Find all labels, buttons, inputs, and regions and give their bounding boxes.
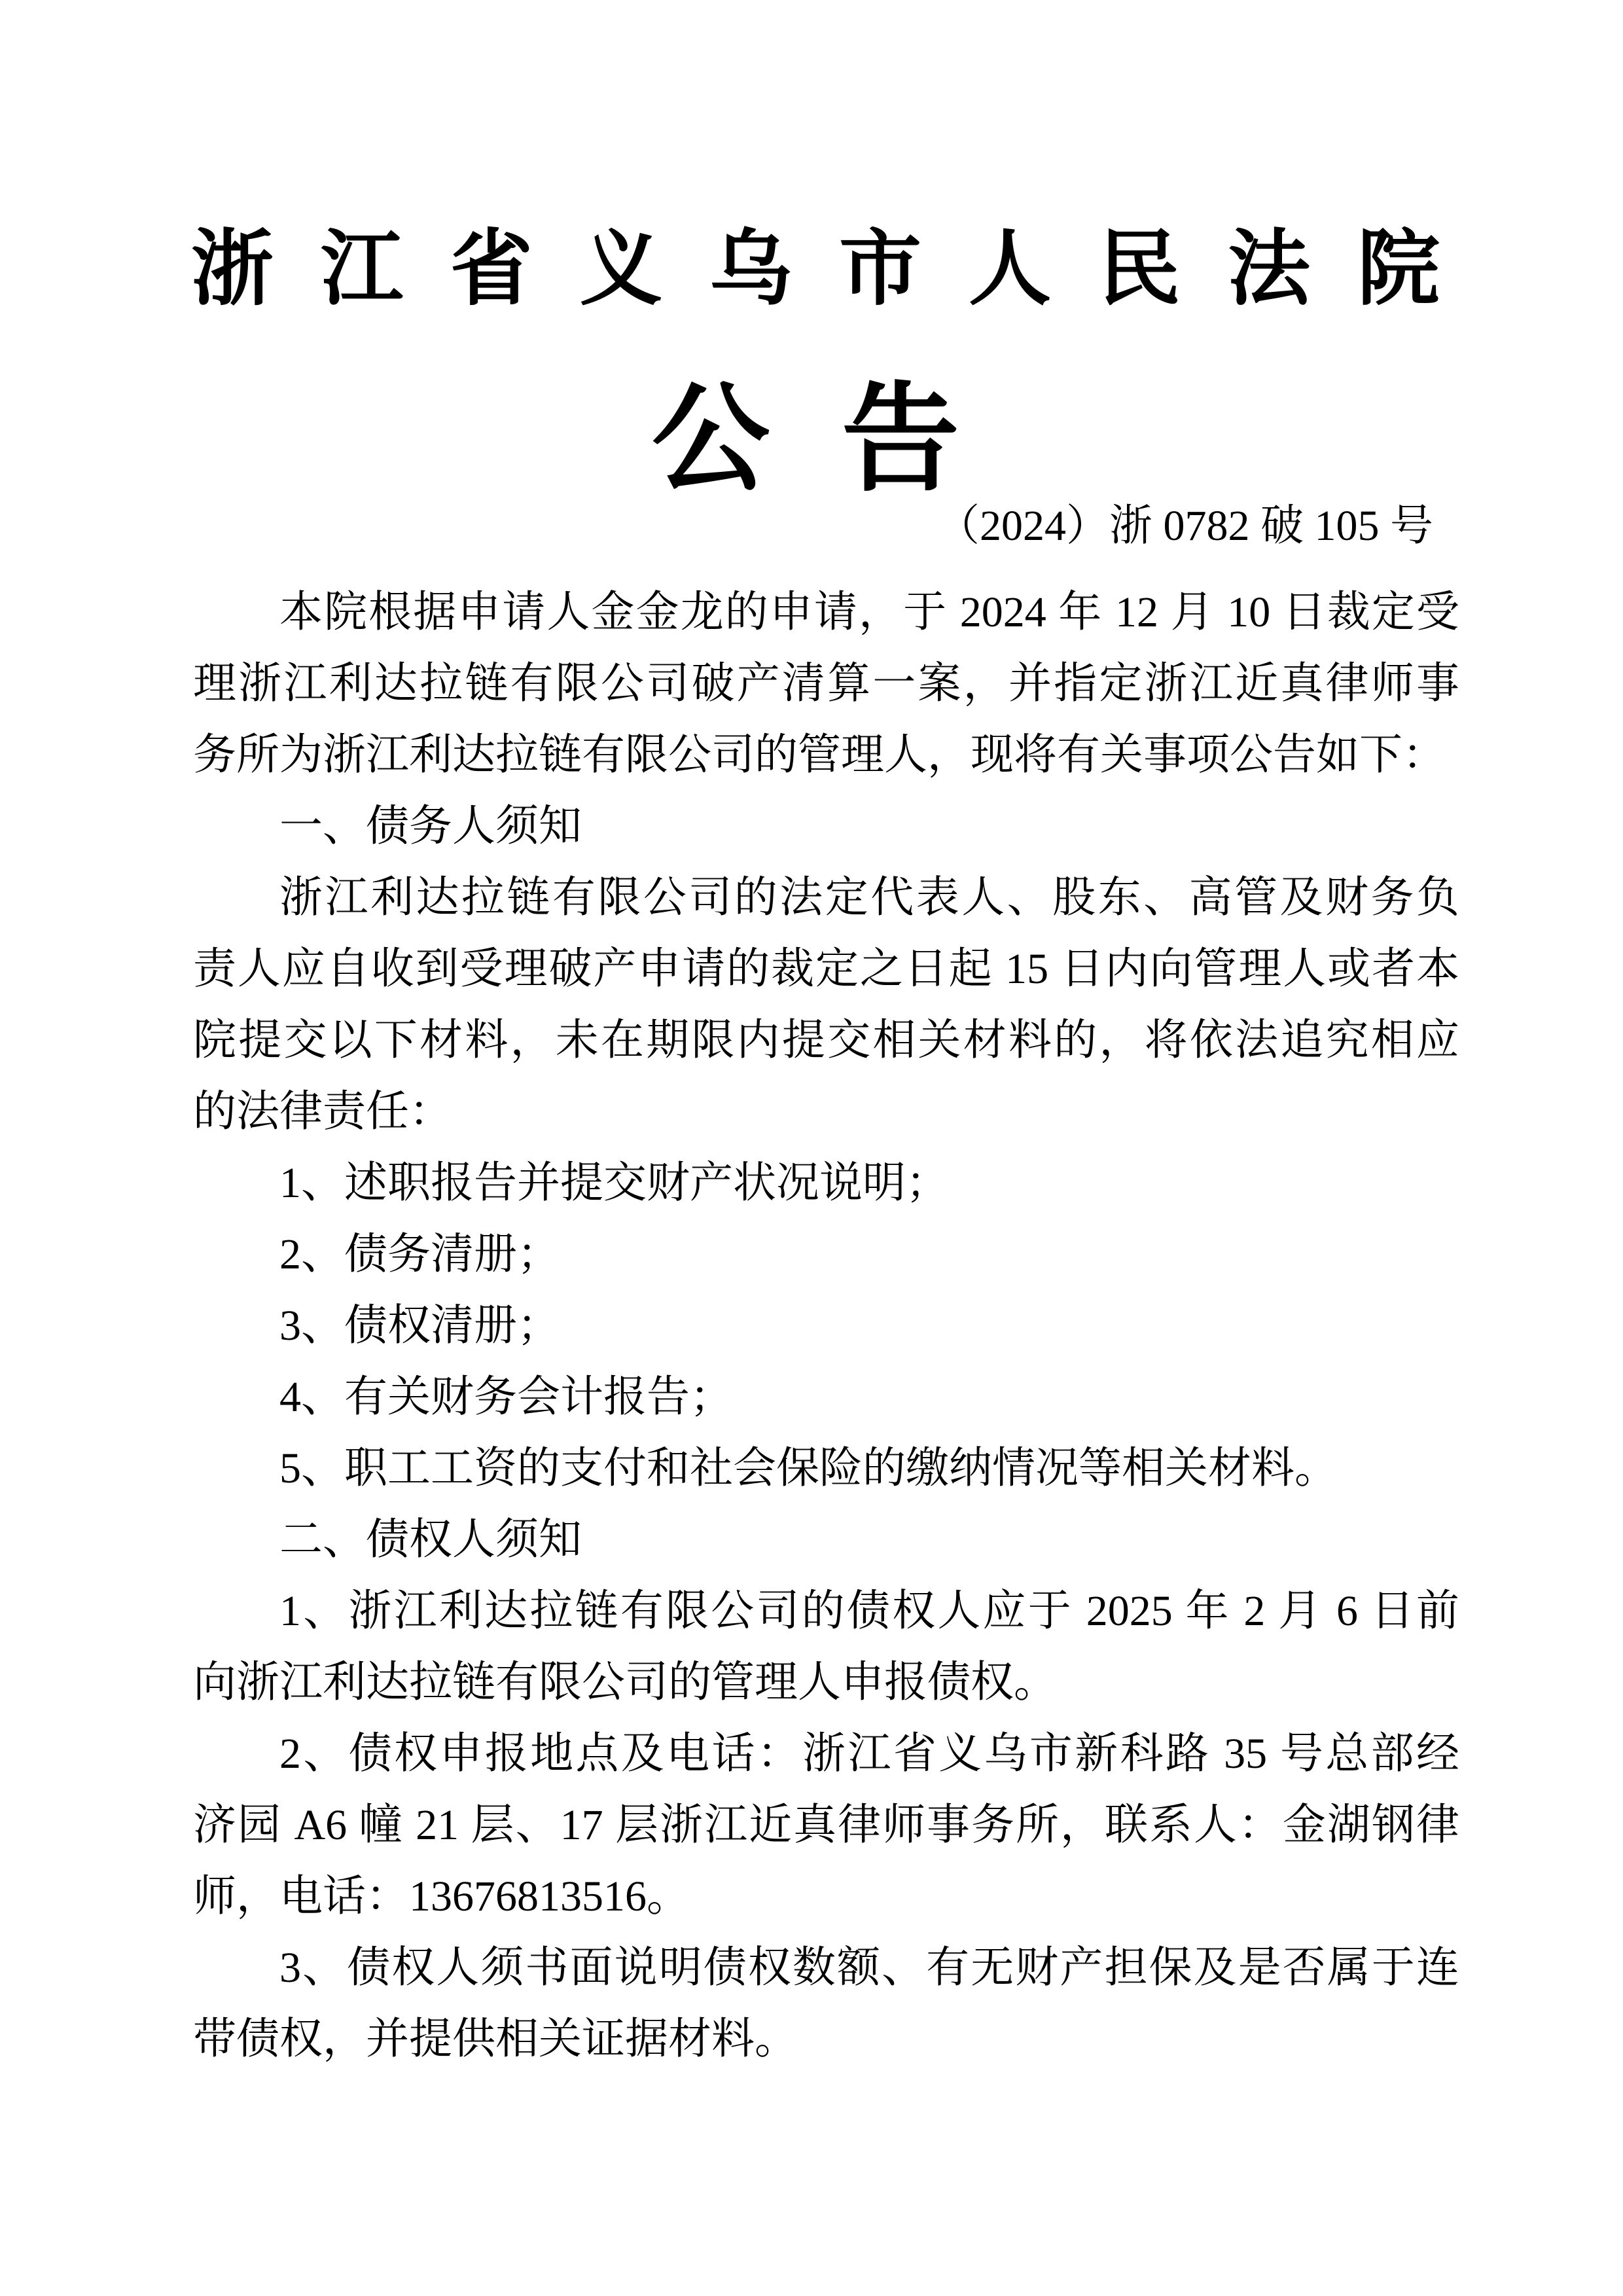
title-char: 告 [841,375,959,505]
case-number: （2024）浙 0782 破 105 号 [936,502,1433,550]
title-char: 院 [1357,224,1440,315]
title-char: 民 [1098,224,1181,315]
text-line: 浙江利达拉链有限公司的法定代表人、股东、高管及财务负 [279,874,1459,922]
announcement-body [193,577,1459,2075]
title-char: 乌 [709,224,792,315]
text-line: 的法律责任： [193,1088,452,1136]
title-char: 法 [1228,224,1310,315]
title-char: 人 [969,224,1051,315]
title-char: 江 [321,224,403,315]
text-line: 5、职工工资的支付和社会保险的缴纳情况等相关材料。 [279,1444,1338,1492]
text-line: 3、债权人须书面说明债权数额、有无财产担保及是否属于连 [279,1944,1459,1992]
text-line: 1、述职报告并提交财产状况说明； [279,1159,949,1207]
court-name-title [191,224,1440,315]
text-line: 3、债权清册； [279,1302,560,1350]
text-line: 2、债务清册； [279,1230,560,1278]
text-line: 一、债务人须知 [279,802,582,850]
text-line: 二、债权人须知 [279,1516,582,1564]
text-line: 院提交以下材料，未在期限内提交相关材料的，将依法追究相应 [193,1016,1459,1064]
text-line: 济园 A6 幢 21 层、17 层浙江近真律师事务所，联系人：金湖钢律 [193,1801,1459,1849]
text-line: 责人应自收到受理破产申请的裁定之日起 15 日内向管理人或者本 [193,945,1459,993]
text-line: 本院根据申请人金金龙的申请，于 2024 年 12 月 10 日裁定受 [279,588,1459,636]
text-line: 向浙江利达拉链有限公司的管理人申报债权。 [193,1659,1057,1706]
text-line: 带债权，并提供相关证据材料。 [193,2015,798,2063]
title-char: 省 [450,224,533,315]
text-line: 1、浙江利达拉链有限公司的债权人应于 2025 年 2 月 6 日前 [279,1587,1459,1635]
text-line: 2、债权申报地点及电话：浙江省义乌市新科路 35 号总部经 [279,1730,1459,1778]
title-char: 公 [652,375,770,505]
title-char: 浙 [191,224,274,315]
text-line: 务所为浙江利达拉链有限公司的管理人，现将有关事项公告如下： [193,731,1446,779]
text-line: 师，电话：13676813516。 [193,1873,690,1920]
title-char: 义 [580,224,662,315]
text-line: 理浙江利达拉链有限公司破产清算一案，并指定浙江近真律师事 [193,660,1459,708]
text-line: 4、有关财务会计报告； [279,1373,733,1421]
announcement-title [652,375,959,505]
title-char: 市 [839,224,921,315]
